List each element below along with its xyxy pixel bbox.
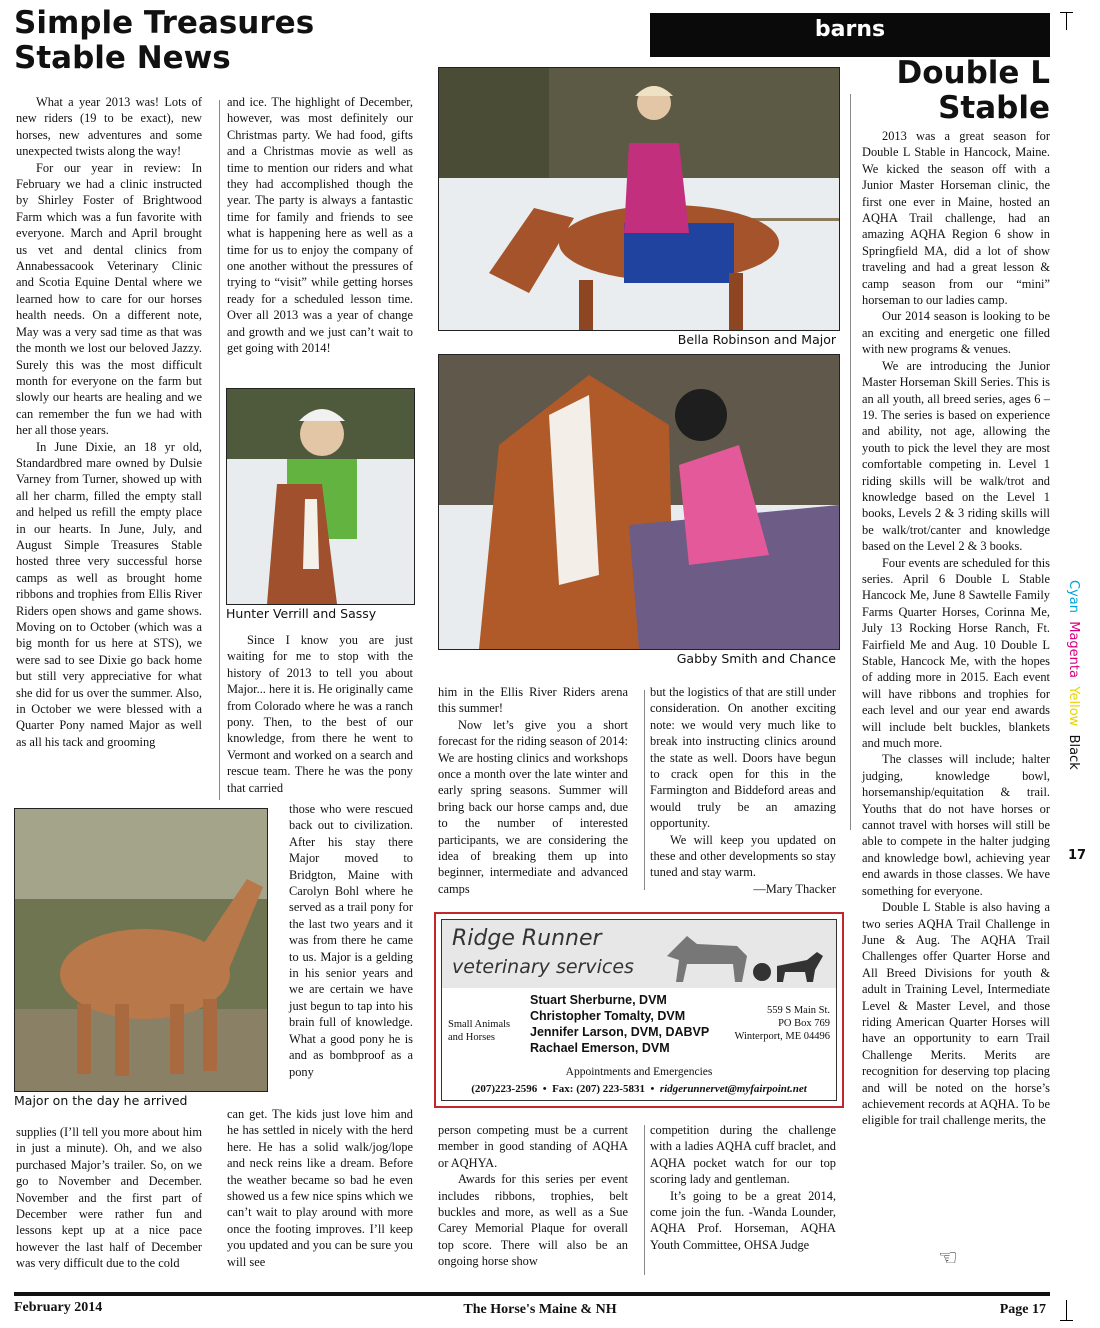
crop-mark-bottom-h: [1060, 1320, 1073, 1321]
ad-doctor-1: Stuart Sherburne, DVM: [530, 993, 667, 1007]
ad-address: [734, 1004, 830, 1043]
caption-hunter: Hunter Verrill and Sassy: [226, 606, 377, 621]
left-col2-bottom-text: [227, 1106, 413, 1270]
ad-name-line1: Ridge Runner: [452, 926, 602, 951]
column-rule-3b: [644, 1125, 645, 1275]
column-rule-3: [644, 690, 645, 890]
photo-bella: [438, 67, 840, 331]
hunter-photo-illustration: [227, 389, 414, 604]
photo-major: [14, 808, 268, 1092]
left-col1-bottom-p: supplies (I’ll tell you more about him in just a minute). Oh, and we also purchased Major’s trailer. So, on we go to November and December. November and the first part of December were rather fun and lessons kept up at a nice pace however the last half of December was very difficult due to the cold: [16, 1125, 202, 1271]
right-p1: 2013 was a great season for Double L Stable in Hancock, Maine. We kicked the season off with a Junior Master Horseman clinic, the first one ever in Maine, hosted an AQHA Trail challenge, had an amazing AQHA Region 6 show in Springfield MA, did a lot of show traveling and had a great lesson & camp season from our “mini” horseman to our ladies camp.: [862, 129, 1050, 308]
left-title-line1: Simple Treasures: [14, 5, 315, 41]
section-label: barns: [814, 17, 886, 42]
left-col1-text: [16, 94, 202, 750]
footer-publication: The Horse's Maine & NH: [463, 1302, 617, 1317]
ad-address-3: Winterport, ME 04496: [734, 1031, 830, 1042]
right-col4-p2: It’s going to be a great 2014, come join the fun. -Wanda Lounder, AQHA Prof. Horseman, AQHA Youth Committee, OHSA Judge: [650, 1188, 836, 1252]
ad-doctors: [530, 992, 709, 1056]
right-col3-p2: Awards for this series per event includes ribbons, trophies, belt buckles and more, as well as a Sue Carey Memorial Plaque for overall top score. There will also be an ongoing horse show: [438, 1172, 628, 1269]
caption-bella: Bella Robinson and Major: [677, 332, 836, 347]
cmyk-magenta: Magenta: [1066, 621, 1081, 678]
cmyk-cyan: Cyan: [1066, 580, 1081, 613]
right-p3: We are introducing the Junior Master Horseman Skill Series. This is an all youth, all breed series, ages 6 – 19. The series is based on experience and ability, not age, allowing the youth to pick the level they are most comfortable competing in. Level 1 riding skills will be walk/trot and knowledge based on the Level 1 books, Levels 2 & 3 riding skills will be walk/trot/canter and knowledge based on the Level 2 & 3 books.: [862, 358, 1050, 554]
left-col2-narrow-text: [289, 801, 413, 1080]
ad-doctor-4: Rachael Emerson, DVM: [530, 1041, 670, 1055]
right-title-line1: Double L: [896, 55, 1050, 91]
ad-email: ridgerunnervet@myfairpoint.net: [659, 1083, 807, 1095]
ad-address-2: PO Box 769: [778, 1018, 830, 1029]
left-col2-p4: can get. The kids just love him and he has settled in nicely with the herd here. He has a solid walk/jog/lope and neck reins like a dream. Before the weather became so bad he even showed us a few nice spins which we can’t wait to play around with more once the footing improves. I’ll keep you updated and you can be sure you will see: [227, 1107, 413, 1269]
right-col4-p1: competition during the challenge with a ladies AQHA cuff braclet, and AQHA pocket watch for our top scoring lady and gentleman.: [650, 1123, 836, 1187]
left-col2-top-text: [227, 94, 413, 357]
ad-fax: Fax: (207) 223-5831: [552, 1083, 645, 1095]
crop-mark-top: [1066, 12, 1067, 30]
left-col2-p3: those who were rescued back out to civilization. After his stay there Major moved to Bridgton, Maine with Carolyn Bohl where he served as a trail pony for the last two years and it was from there he came to us. Major is a gelding in his senior years and we are certain we have just begun to tap into his brain full of knowledge. What a good pony he is and as bombproof as a pony: [289, 802, 413, 1079]
crop-mark-bottom: [1066, 1300, 1067, 1320]
left-article-title: [14, 6, 314, 75]
caption-major: Major on the day he arrived: [14, 1093, 188, 1108]
left-col4-mid-text: [650, 684, 836, 897]
right-title-line2: Stable: [938, 89, 1050, 126]
major-photo-illustration: [15, 809, 267, 1091]
footer-date: February 2014: [14, 1300, 103, 1315]
ad-doctor-3: Jennifer Larson, DVM, DABVP: [530, 1025, 710, 1039]
caption-gabby: Gabby Smith and Chance: [676, 651, 836, 666]
left-col1-p3: In June Dixie, an 18 yr old, Standardbred mare owned by Dulsie Varney from Turner, showed up with all her charm, filled the empty stall and helped us refill the empty place in our hearts. In June, July, and August Simple Treasures Stable hosted three very successful horse camps as well as brought home ribbons and trophies from Ellis River Riders open shows and game shows. Moving on to October (which was a big month for us here at STS), we were sad to see Dixie go back home but still very appreciative for what she did for us over the summer. Also, in October we were blessed with a Quarter Pony named Major as well as all his tack and grooming: [16, 439, 202, 749]
gabby-photo-illustration: [439, 355, 839, 649]
cmyk-labels: [1066, 580, 1081, 770]
left-col1-bottom-text: [16, 1124, 202, 1272]
ridge-runner-ad: [434, 912, 844, 1108]
ad-name-line2: veterinary services: [452, 956, 634, 978]
cmyk-yellow: Yellow: [1066, 686, 1081, 727]
left-col1-p2: For our year in review: In February we had a clinic instructed by Shirley Foster of Brightwood Farm which was a fun favorite with everyone. March and April brought us vet and dental clinics from Annabessacook Veterinary Clinic and Scotia Equine Dental where we learned how to care for our horses health needs. On a different note, May was a very sad time as that was the month we lost our beloved Jazzy. Surely this was the most difficult month for everyone on the farm but slowly our hearts are healing and we can remember the fun we had with her all those years.: [16, 160, 202, 438]
cmyk-black: Black: [1066, 734, 1081, 770]
left-col3-p1: him in the Ellis River Riders arena this summer!: [438, 685, 628, 716]
side-page-number: 17: [1068, 848, 1087, 863]
right-p5: The classes will include; halter judging, knowledge bowl, horsemanship/equitation & trail. Youths that do not have horses or cannot travel with horses will still be able to compete in the halter judging and knowledge bowl, achieving year end awards in those classes. We have something for everyone.: [862, 752, 1050, 898]
ad-appointments: Appointments and Emergencies: [565, 1066, 713, 1078]
footer-rule: [14, 1292, 1050, 1296]
right-p2: Our 2014 season is looking to be an exciting and energetic one filled with new programs & venues.: [862, 309, 1050, 357]
ad-contact-line: (207)223-2596 • Fax: (207) 223-5831 • ridgerunnervet@myfairpoint.net: [471, 1083, 807, 1095]
article-signature: —Mary Thacker: [753, 881, 836, 896]
left-col2-p2: Since I know you are just waiting for me to stop with the history of 2013 to tell you about Major... here it is. He originally came from Colorado where he was a ranch pony. Then, to the best of our knowledge, from there he went to Vermont and worked on a search and rescue team. There he was the pony that carried: [227, 633, 413, 795]
right-p6: Double L Stable is also having a two series AQHA Trail Challenge in June & Aug. The AQHA Trail Challenges offer Quarter Horse and All Breed Divisions for youth & adult in Training Level, Intermediate Level & Master Level, and those riding American Quarter Horses will have an opportunity to earn Trail Challenge Merits. Merits are recognition for deserving top placing and will be noted on the horse’s achievement records at AQHA. To be eligible for trail challenge merits, the: [862, 900, 1050, 1128]
left-col3-mid-text: [438, 684, 628, 897]
ad-inner-frame: [441, 919, 837, 1101]
photo-gabby: [438, 354, 840, 650]
photo-hunter: [226, 388, 415, 605]
crop-mark-top-h: [1060, 12, 1073, 13]
ad-address-1: 559 S Main St.: [766, 1005, 830, 1016]
right-article-title: [860, 56, 1050, 125]
right-p4: Four events are scheduled for this series. April 6 Double L Stable Hancock Me, June 8 Sawtelle Family Farms Quarter Horses, Corinna Me, July 13 Rocking Horse Ranch, Ft. Fairfield Me and Aug. 10 Double L Stable, Hancock Me, with the hopes of adding more in 2015. Each event will have ribbons and trophies for each level and our year end awards will include belt buckles, blankets and much more.: [862, 555, 1050, 751]
right-article-text: [862, 128, 1050, 1129]
column-rule-1: [219, 100, 220, 800]
right-col3-p1: person competing must be a current member in good standing of AQHA or AQHYA.: [438, 1123, 628, 1170]
column-rule-right: [850, 94, 851, 830]
bella-photo-illustration: [439, 68, 839, 330]
right-col4-bottom-text: [650, 1122, 836, 1253]
left-col4-p2: We will keep you updated on these and other developments so stay tuned and stay warm.: [650, 832, 836, 880]
left-title-line2: Stable News: [14, 39, 231, 76]
ad-doctor-2: Christopher Tomalty, DVM: [530, 1009, 686, 1023]
left-col2-p1: and ice. The highlight of December, however, was most definitely our Christmas party. We had food, gifts and a Christmas movie as well as time to mention our riders and what they had accomplished though the year. The party is always a fantastic time for family and friends to see what is happening here as well as a time for us to enjoy the company of one another without the pressures of trying to “visit” while getting horses ready for a scheduled lesson time. Over all 2013 was a year of change and growth and we just can’t wait to get going with 2014!: [227, 95, 413, 356]
right-col3-bottom-text: [438, 1122, 628, 1270]
left-col1-p1: What a year 2013 was! Lots of new riders (19 to be exact), new horses, new adventures and some unexpected twists along the way!: [16, 95, 202, 159]
left-col3-p2: Now let’s give you a short forecast for the riding season of 2014: We are hosting clinics and workshops once a month over the late winter and early spring seasons. Summer will bring back our horse camps and, due to the number of interested participants, we are considering the idea of breaking them up into beginner, intermediate and advanced camps: [438, 717, 628, 896]
horse-cat-dog-icon: [657, 926, 827, 984]
left-col2-mid-text: [227, 632, 413, 796]
pointing-hand-icon: ☜: [938, 1246, 958, 1271]
footer-page: Page 17: [999, 1302, 1046, 1317]
left-col4-p1: but the logistics of that are still under consideration. On another exciting note: we would very much like to break into instructing clinics around the state as well. Doors have begun to crack open for this in the Farmington and Biddeford areas and would truly be an amazing opportunity.: [650, 685, 836, 831]
ad-left-label: Small Animals and Horses: [448, 1019, 511, 1043]
ad-phone: (207)223-2596: [471, 1083, 538, 1095]
